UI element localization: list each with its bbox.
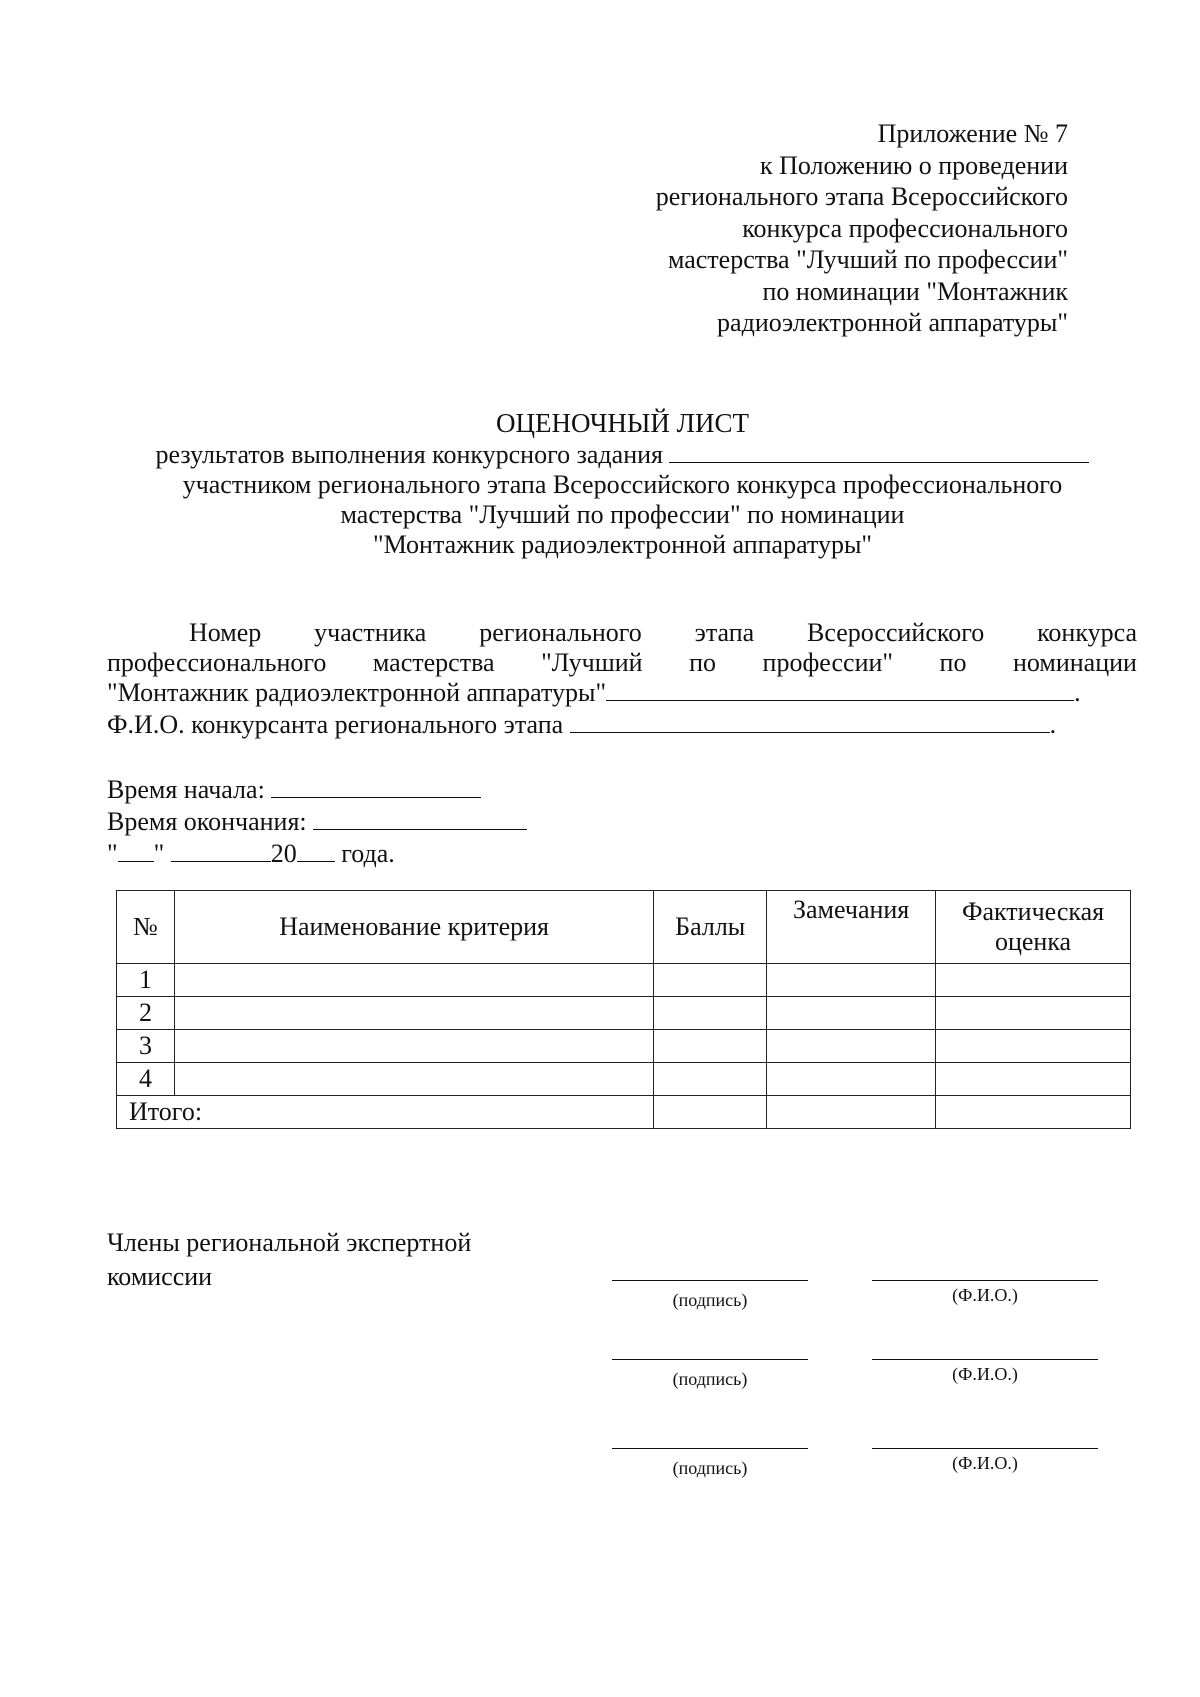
start-time-label: Время начала: [107, 775, 265, 804]
document-heading [0, 408, 1200, 560]
fio-line[interactable] [872, 1280, 1098, 1281]
criteria-table [116, 890, 1131, 1129]
quote-mark: " [153, 839, 165, 868]
criterion-cell[interactable] [174, 1063, 653, 1096]
table-row [117, 964, 1131, 997]
end-time-label: Время окончания: [107, 807, 307, 836]
participant-line-1 [107, 618, 1137, 648]
table-row [117, 997, 1131, 1030]
remarks-cell[interactable] [767, 1063, 936, 1096]
header-remarks: Замечания [767, 891, 936, 964]
criterion-cell[interactable] [174, 964, 653, 997]
signature-caption: (подпись) [672, 1458, 748, 1478]
header-actual-line-1: Фактическая [961, 897, 1105, 926]
remarks-cell[interactable] [767, 1030, 936, 1063]
signature-line[interactable] [612, 1359, 808, 1360]
header-actual-line-2: оценка [994, 927, 1072, 956]
appendix-line: конкурса профессионального [742, 213, 1068, 243]
signature-row-1 [0, 1280, 1200, 1320]
day-blank[interactable] [118, 839, 154, 862]
header-criterion-name: Наименование критерия [174, 891, 653, 964]
task-name-blank[interactable] [669, 440, 1089, 463]
signature-line[interactable] [612, 1280, 808, 1281]
row-number: 2 [117, 997, 175, 1030]
period: . [1074, 678, 1081, 707]
start-time-blank[interactable] [271, 775, 481, 798]
table-row [117, 1063, 1131, 1096]
date-line [107, 839, 395, 869]
criterion-cell[interactable] [174, 997, 653, 1030]
appendix-block [548, 118, 1068, 339]
row-number: 4 [117, 1063, 175, 1096]
paragraph-word: профессионального [107, 648, 327, 677]
fio-line[interactable] [872, 1359, 1098, 1360]
fio-caption: (Ф.И.О.) [952, 1285, 1018, 1305]
paragraph-word: по [939, 648, 967, 677]
header-points: Баллы [654, 891, 767, 964]
fio-label: Ф.И.О. конкурсанта регионального этапа [107, 710, 564, 739]
remarks-cell[interactable] [767, 997, 936, 1030]
points-cell[interactable] [654, 964, 767, 997]
period: . [1049, 710, 1057, 739]
heading-line-4: "Монтажник радиоэлектронной аппаратуры" [372, 530, 873, 559]
commission-line-2: комиссии [107, 1262, 213, 1291]
paragraph-word: регионального [479, 618, 642, 647]
appendix-line: по номинации "Монтажник [762, 276, 1068, 306]
table-row [117, 1030, 1131, 1063]
fio-line[interactable] [872, 1448, 1098, 1449]
participant-line-2 [107, 648, 1137, 678]
end-time-blank[interactable] [313, 807, 527, 830]
header-num: № [117, 891, 175, 964]
total-label: Итого: [117, 1096, 654, 1129]
paragraph-word: конкурса [1037, 618, 1137, 647]
month-blank[interactable] [171, 839, 271, 862]
total-points-cell[interactable] [654, 1096, 767, 1129]
actual-score-cell[interactable] [936, 1030, 1131, 1063]
signature-row-3 [0, 1448, 1200, 1488]
heading-line-2: участником регионального этапа Всероссийского конкурса профессионального [182, 470, 1063, 499]
heading-line-1-text: результатов выполнения конкурсного задания [155, 440, 663, 469]
header-actual-score [936, 891, 1131, 964]
end-time-line [107, 807, 527, 837]
total-actual-score-cell[interactable] [936, 1096, 1131, 1129]
signature-line[interactable] [612, 1448, 808, 1449]
paragraph-word: Всероссийского [807, 618, 985, 647]
fio-caption: (Ф.И.О.) [952, 1453, 1018, 1473]
year-suffix: года. [341, 839, 395, 868]
participant-number-blank[interactable] [606, 678, 1074, 701]
participant-fio-blank[interactable] [570, 710, 1050, 733]
points-cell[interactable] [654, 1030, 767, 1063]
nomination-text: "Монтажник радиоэлектронной аппаратуры" [107, 678, 607, 707]
fio-caption: (Ф.И.О.) [952, 1364, 1018, 1384]
heading-line-3: мастерства "Лучший по профессии" по номинации [340, 500, 905, 529]
row-number: 1 [117, 964, 175, 997]
document-title: ОЦЕНОЧНЫЙ ЛИСТ [496, 408, 749, 438]
table-total-row [117, 1096, 1131, 1129]
remarks-cell[interactable] [767, 964, 936, 997]
appendix-line: мастерства "Лучший по профессии" [667, 245, 1068, 274]
paragraph-word: номинации [1012, 648, 1137, 677]
criterion-cell[interactable] [174, 1030, 653, 1063]
participant-line-3 [107, 678, 1081, 708]
paragraph-word: Номер [189, 618, 262, 647]
year-prefix: 20 [270, 839, 297, 868]
paragraph-word: мастерства [372, 648, 495, 677]
appendix-line: радиоэлектронной аппаратуры" [717, 308, 1068, 337]
paragraph-word: участника [314, 618, 427, 647]
paragraph-word: профессии" [762, 648, 894, 677]
signature-caption: (подпись) [672, 1290, 748, 1310]
points-cell[interactable] [654, 997, 767, 1030]
heading-line-1 [0, 440, 1200, 470]
points-cell[interactable] [654, 1063, 767, 1096]
appendix-line: к Положению о проведении [759, 150, 1068, 180]
signature-caption: (подпись) [672, 1369, 748, 1389]
appendix-line: регионального этапа Всероссийского [655, 182, 1068, 211]
paragraph-word: "Лучший [541, 648, 643, 677]
signature-row-2 [0, 1359, 1200, 1399]
actual-score-cell[interactable] [936, 997, 1131, 1030]
commission-line-1: Члены региональной экспертной [107, 1228, 472, 1257]
row-number: 3 [117, 1030, 175, 1063]
start-time-line [107, 775, 481, 805]
actual-score-cell[interactable] [936, 964, 1131, 997]
year-blank[interactable] [297, 839, 335, 862]
paragraph-word: по [689, 648, 717, 677]
participant-fio-line [107, 710, 1056, 740]
total-remarks-cell[interactable] [767, 1096, 936, 1129]
quote-mark: " [107, 839, 118, 868]
paragraph-word: этапа [694, 618, 755, 647]
actual-score-cell[interactable] [936, 1063, 1131, 1096]
appendix-line: Приложение № 7 [877, 119, 1068, 148]
table-header-row [117, 891, 1131, 964]
